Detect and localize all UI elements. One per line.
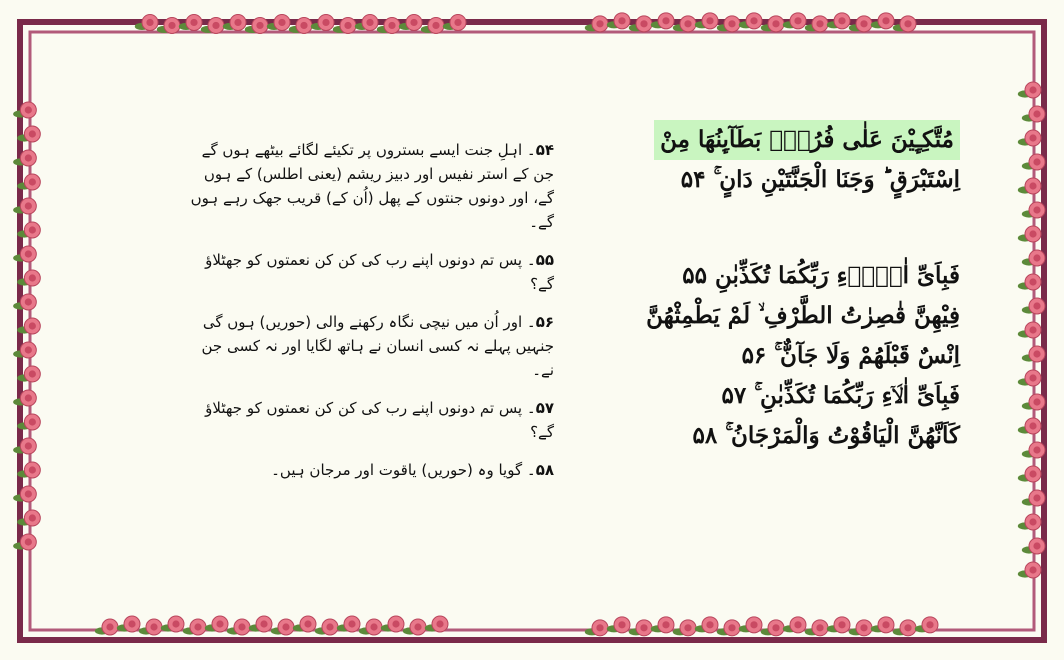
arabic-verse-line: فَبِاَىِّ اٰلَاۤءِ رَبِّكُمَا تُكَذِّبٰنِ ۚ ۵۷ <box>721 382 960 409</box>
arabic-verses-column <box>582 120 960 456</box>
translation-56: ۵۶۔ اور اُن میں نیچی نگاہ رکھنے والی (حوریں) ہوں گی جنہیں پہلے نہ کسی انسان نے ہاتھ لگایا اور نہ کسی جن نے۔ <box>201 313 554 379</box>
arabic-verse-line: فِيْهِنَّ قٰصِرٰتُ الطَّرْفِ ۙ لَمْ يَطْمِثْهُنَّ <box>646 302 960 329</box>
translation-54: ۵۴۔ اہلِ جنت ایسے بستروں پر تکیئے لگائے بیٹھے ہوں گے جن کے استر نفیس اور دبیز ریشم (یعنی اطلس) کے ہوں گے، اور دونوں جنتوں کے پھل (اُن کے) قریب جھک رہے ہوں گے۔ <box>190 141 554 231</box>
urdu-translation-column <box>190 138 554 496</box>
arabic-verse-line-highlighted: مُتَّكِـِٕيْنَ عَلٰى فُرُشٍۢ بَطَآٮِٕنُهَا مِنْ <box>654 120 960 160</box>
translation-57: ۵۷۔ پس تم دونوں اپنے رب کی کن کن نعمتوں کو جھٹلاؤ گے؟ <box>205 399 554 441</box>
arabic-verse-line: فَبِاَىِّ اٰلَاۤءِ رَبِّكُمَا تُكَذِّبٰنِ ۵۵ <box>682 262 960 289</box>
translation-55: ۵۵۔ پس تم دونوں اپنے رب کی کن کن نعمتوں کو جھٹلاؤ گے؟ <box>205 251 554 293</box>
arabic-verse-line: اِنْسٌ قَبْلَهُمْ وَلَا جَآنٌّ ۚ ۵۶ <box>741 342 960 369</box>
arabic-verse-line: اِسْتَبْرَقٍ ؕ وَجَنَا الْجَنَّتَيْنِ دَانٍ ۚ ۵۴ <box>680 166 960 193</box>
arabic-verse-line: كَاَنَّهُنَّ الْيَاقُوْتُ وَالْمَرْجَانُ ۚ ۵۸ <box>692 422 960 449</box>
translation-58: ۵۸۔ گویا وہ (حوریں) یاقوت اور مرجان ہیں۔ <box>271 461 554 479</box>
